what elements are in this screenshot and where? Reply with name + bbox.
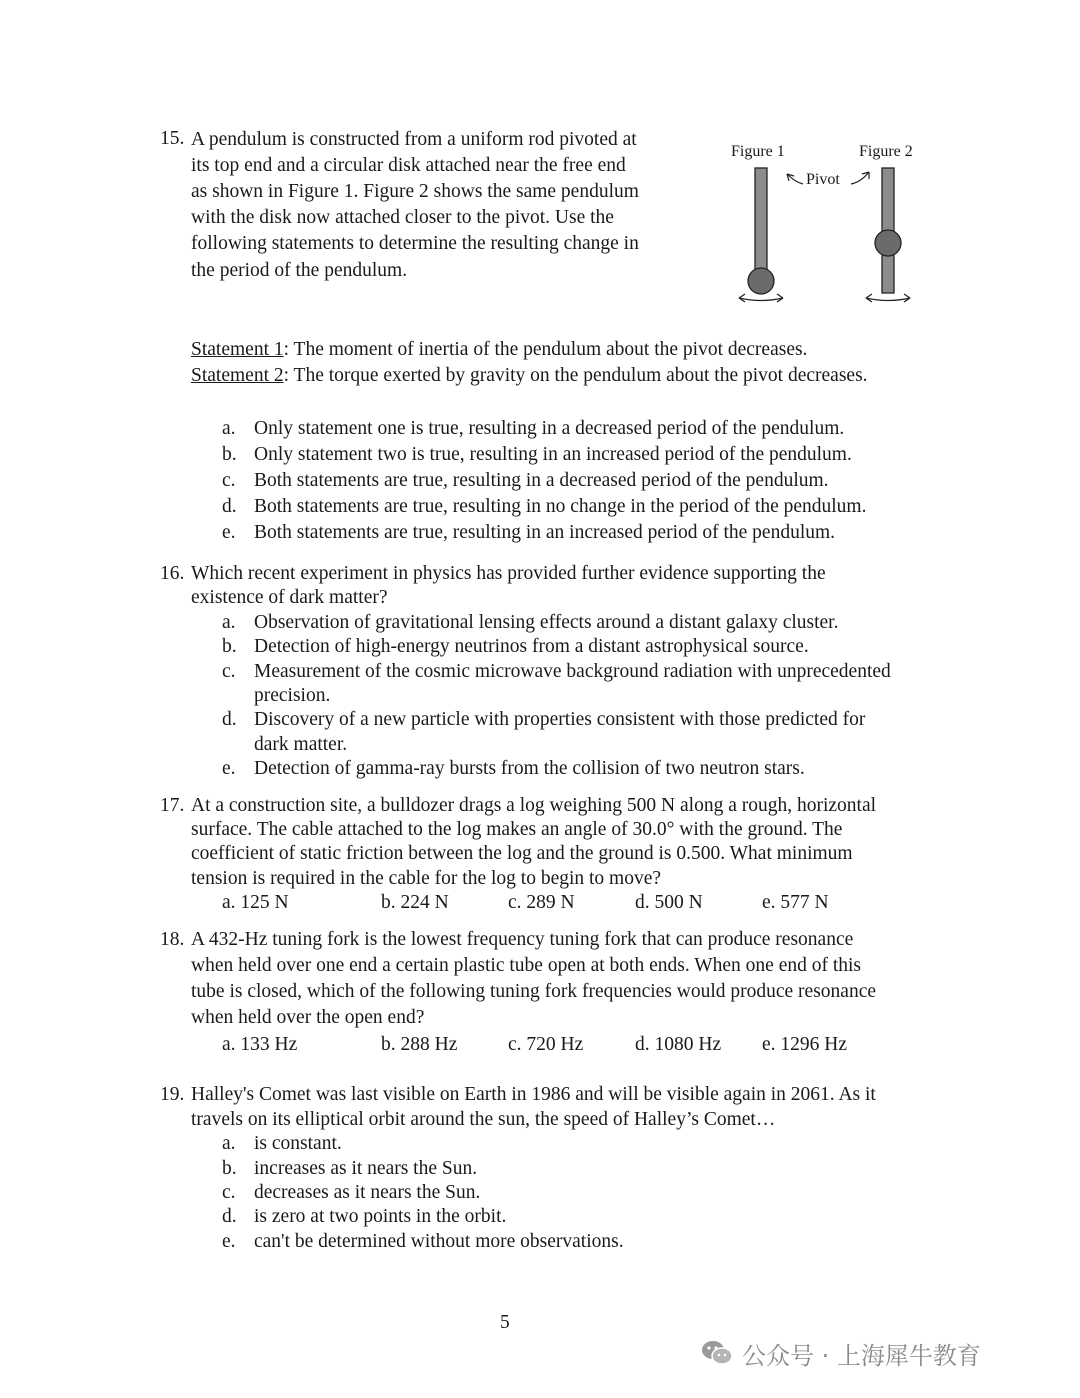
pivot-label: Pivot [806, 171, 840, 188]
option-b: b. 288 Hz [381, 1034, 458, 1055]
option-c-text-cont: precision. [254, 685, 331, 706]
option-letter: a. [222, 1133, 236, 1154]
question-number: 18. [160, 929, 185, 950]
option-c-text: decreases as it nears the Sun. [254, 1182, 481, 1203]
question-text-line: coefficient of static friction between the log and the ground is 0.500. What minimum [191, 843, 853, 864]
option-a: a. 133 Hz [222, 1034, 298, 1055]
question-text-line: A 432-Hz tuning fork is the lowest frequency tuning fork that can produce resonance [191, 929, 854, 950]
option-d-text: Both statements are true, resulting in no change in the period of the pendulum. [254, 496, 867, 517]
option-letter: b. [222, 444, 237, 465]
option-e-text: Both statements are true, resulting in an increased period of the pendulum. [254, 522, 836, 543]
statement-2 [191, 364, 868, 388]
statement-1-label: Statement 1 [191, 339, 284, 360]
option-letter: e. [222, 522, 236, 543]
question-text-line: At a construction site, a bulldozer drags a log weighing 500 N along a rough, horizontal [191, 795, 877, 816]
option-letter: d. [222, 496, 237, 517]
option-d-text: Discovery of a new particle with properties consistent with those predicted for [254, 709, 866, 730]
swing-arrow-figure-1 [739, 298, 783, 301]
question-text-line: existence of dark matter? [191, 587, 388, 608]
option-a-text: is constant. [254, 1133, 342, 1154]
question-text-line: with the disk now attached closer to the pivot. Use the [191, 207, 614, 228]
option-b-text: Detection of high-energy neutrinos from a distant astrophysical source. [254, 636, 809, 657]
option-b-text: increases as it nears the Sun. [254, 1158, 478, 1179]
question-text-line: when held over one end a certain plastic tube open at both ends. When one end of this [191, 955, 862, 976]
watermark-text: 公众号 · 上海犀牛教育 [742, 1341, 981, 1370]
option-letter: a. [222, 612, 236, 633]
question-text-line: its top end and a circular disk attached near the free end [191, 155, 626, 176]
option-letter: d. [222, 709, 237, 730]
statement-1 [191, 338, 807, 362]
question-text-line: travels on its elliptical orbit around the sun, the speed of Halley’s Comet… [191, 1109, 776, 1130]
question-text-line: tension is required in the cable for the log to begin to move? [191, 868, 662, 889]
option-b-text: Only statement two is true, resulting in an increased period of the pendulum. [254, 444, 852, 465]
option-a-text: Observation of gravitational lensing effects around a distant galaxy cluster. [254, 612, 839, 633]
option-letter: a. [222, 418, 236, 439]
wechat-icon [700, 1339, 734, 1367]
option-letter: e. [222, 758, 236, 779]
question-text-line: tube is closed, which of the following tuning fork frequencies would produce resonance [191, 981, 877, 1002]
statement-2-label: Statement 2 [191, 365, 284, 386]
question-text-line: the period of the pendulum. [191, 260, 408, 281]
question-number: 15. [160, 128, 185, 149]
option-c-text: Measurement of the cosmic microwave background radiation with unprecedented [254, 661, 891, 682]
option-e: e. 577 N [762, 892, 829, 913]
option-c: c. 289 N [508, 892, 575, 913]
statement-1-text: : The moment of inertia of the pendulum about the pivot decreases. [283, 339, 808, 360]
question-text-line: surface. The cable attached to the log makes an angle of 30.0° with the ground. The [191, 819, 843, 840]
option-letter: e. [222, 1231, 236, 1252]
option-e-text: can't be determined without more observations. [254, 1231, 624, 1252]
question-number: 16. [160, 563, 185, 584]
pendulum-diagram [725, 160, 925, 310]
question-text-line: A pendulum is constructed from a uniform rod pivoted at [191, 129, 637, 150]
figure-1-label: Figure 1 [731, 143, 785, 160]
disk-figure-1 [748, 268, 774, 294]
option-d: d. 500 N [635, 892, 703, 913]
option-a-text: Only statement one is true, resulting in a decreased period of the pendulum. [254, 418, 845, 439]
question-text-line: Which recent experiment in physics has provided further evidence supporting the [191, 563, 826, 584]
option-d: d. 1080 Hz [635, 1034, 722, 1055]
option-a: a. 125 N [222, 892, 289, 913]
pivot-arrow-right [851, 172, 869, 184]
page-number: 5 [500, 1312, 510, 1333]
question-text-line: Halley's Comet was last visible on Earth in 1986 and will be visible again in 2061. As it [191, 1084, 876, 1105]
question-text-line: as shown in Figure 1. Figure 2 shows the same pendulum [191, 181, 639, 202]
question-number: 19. [160, 1084, 185, 1105]
option-b: b. 224 N [381, 892, 449, 913]
question-text-line: when held over the open end? [191, 1007, 425, 1028]
option-e: e. 1296 Hz [762, 1034, 848, 1055]
swing-arrow-figure-2 [866, 298, 910, 301]
option-letter: c. [222, 470, 236, 491]
question-text-line: following statements to determine the resulting change in [191, 233, 639, 254]
option-letter: b. [222, 636, 237, 657]
figure-2-label: Figure 2 [859, 143, 913, 160]
option-c-text: Both statements are true, resulting in a decreased period of the pendulum. [254, 470, 829, 491]
option-letter: c. [222, 1182, 236, 1203]
option-d-text: is zero at two points in the orbit. [254, 1206, 507, 1227]
watermark [700, 1336, 981, 1370]
question-number: 17. [160, 795, 185, 816]
option-letter: d. [222, 1206, 237, 1227]
pivot-arrow-left [787, 174, 803, 184]
option-letter: b. [222, 1158, 237, 1179]
option-e-text: Detection of gamma-ray bursts from the collision of two neutron stars. [254, 758, 805, 779]
statement-2-text: : The torque exerted by gravity on the pendulum about the pivot decreases. [283, 365, 868, 386]
option-d-text-cont: dark matter. [254, 734, 348, 755]
option-letter: c. [222, 661, 236, 682]
option-c: c. 720 Hz [508, 1034, 584, 1055]
disk-figure-2 [875, 230, 901, 256]
